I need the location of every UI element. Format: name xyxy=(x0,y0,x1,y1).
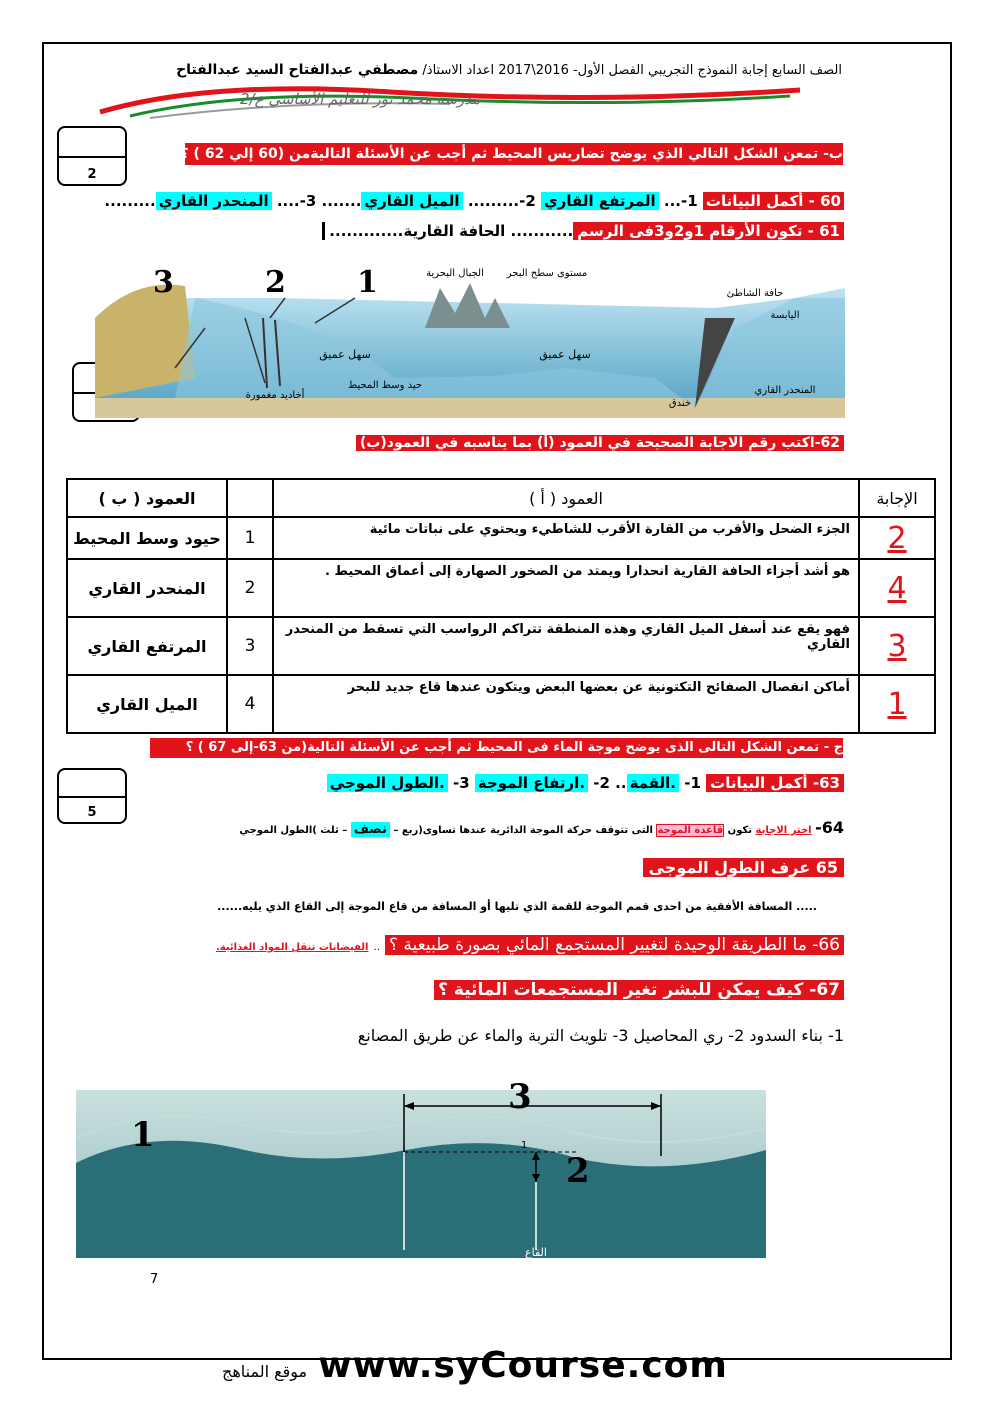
school-name: مدرسة محمد نور للتعليم الأساسي ع/2 xyxy=(240,90,481,108)
table-row xyxy=(67,675,935,733)
diagram1-number-2: 2 xyxy=(265,265,286,300)
header-line: الصف السابع إجابة النموذج التجريبي الفصل الأول- 2016\2017 اعداد الاستاذ/ مصطفي عبدالفتاح السيد عبدالفتاح xyxy=(176,62,842,78)
label-submerged-valleys: أخاديد مغمورة xyxy=(245,390,305,401)
wave-diagram xyxy=(76,1078,766,1258)
teacher-name: مصطفي عبدالفتاح السيد عبدالفتاح xyxy=(176,62,419,78)
index-cell: 4 xyxy=(227,675,273,733)
q64-row: 64- اختر الاجابة تكون قاعدة الموجة التى تتوقف حركة الموجة الدائرية عندها تساوى(ربع – نصف – ثلث )الطول الموجي xyxy=(239,818,844,837)
wave-number-3: 3 xyxy=(508,1078,532,1117)
header-col-b: العمود ( ب ) xyxy=(67,479,227,517)
desc-cell: أماكن انفصال الصفائح التكتونية عن بعضها البعض ويتكون عندها قاع جديد للبحر xyxy=(273,675,859,733)
q67-label: 67- كيف يمكن للبشر تغير المستجمعات المائية ؟ xyxy=(434,980,844,1000)
answer-cell: 1 xyxy=(859,675,935,733)
diagram1-number-1: 1 xyxy=(357,265,378,300)
desc-cell: فهو يقع عند أسفل الميل القاري وهذه المنطقة تتراكم الرواسب التي تسقط من المنحدر القاري xyxy=(273,617,859,675)
answer-cell: 4 xyxy=(859,559,935,617)
section-b-title: ب- تمعن الشكل التالي الذي يوضح تضاريس المحيط ثم أجب عن الأسئلة التاليةمن (60 إلي 62 ) ؟ xyxy=(185,143,843,165)
q60-row: 60 - أكمل البيانات 1-... المرتفع القاري 2-......... الميل القاري....... 3-.... المنحدر القاري......... xyxy=(104,192,844,210)
score-box-1: 2 xyxy=(57,126,127,186)
q65-label: 65 عرف الطول الموجى xyxy=(643,858,844,877)
index-cell: 1 xyxy=(227,517,273,559)
label-seamounts: الجبال البحرية xyxy=(426,268,484,279)
ocean-floor-diagram xyxy=(95,258,845,418)
term-cell: الميل القاري xyxy=(67,675,227,733)
term-cell: حيود وسط المحيط xyxy=(67,517,227,559)
label-deep-plain-right: سهل عميق xyxy=(539,348,591,361)
term-cell: المنحدر القاري xyxy=(67,559,227,617)
q67-answer: 1- بناء السدود 2- ري المحاصيل 3- تلويث التربة والماء عن طريق المصانع xyxy=(357,1026,844,1045)
wave-number-1: 1 xyxy=(131,1115,155,1155)
label-continental-slope: المنحدر القاري xyxy=(754,385,816,396)
index-cell: 3 xyxy=(227,617,273,675)
wave-bottom-label: القاع xyxy=(525,1246,547,1258)
score-box-3: 5 xyxy=(57,768,127,824)
table-row xyxy=(67,617,935,675)
label-deep-plain-left: سهل عميق xyxy=(319,348,371,361)
header-col-a: العمود ( أ ) xyxy=(273,479,859,517)
q61-row: 61 - تكون الأرقام 1و2و3فى الرسم........... الحافة القارية............. xyxy=(322,222,844,240)
label-mid-ocean-ridge: حيد وسط المحيط xyxy=(347,380,423,391)
page-number: 7 xyxy=(150,1272,159,1287)
header-blank xyxy=(227,479,273,517)
table-row xyxy=(67,517,935,559)
footer-arabic: موقع المناهج xyxy=(222,1362,308,1381)
diagram1-number-3: 3 xyxy=(153,265,174,300)
label-sea-level: مستوى سطح البحر xyxy=(506,268,588,279)
wave-small-1: 1 xyxy=(521,1140,528,1151)
answer-cell: 3 xyxy=(859,617,935,675)
index-cell: 2 xyxy=(227,559,273,617)
footer-site: www.syCourse.com xyxy=(318,1345,728,1386)
matching-table xyxy=(66,478,936,734)
table-row xyxy=(67,559,935,617)
q63-row: 63- أكمل البيانات 1- .القمة.. 2- .ارتفاع الموجة 3- .الطول الموجي xyxy=(327,774,844,792)
header-answer: الإجابة xyxy=(859,479,935,517)
answer-cell: 2 xyxy=(859,517,935,559)
label-shore-edge: حافة الشاطئ xyxy=(726,288,784,299)
q65-answer: ..... المسافة الأفقية من احدى قمم الموجة للقمة الذي تليها أو المسافة من قاع الموجة إلى القاع الذي يليه...... xyxy=(217,900,817,913)
q62-title: 62-اكتب رقم الاجابة الصحيحة في العمود (أ) بما يناسبه في العمود(ب) xyxy=(356,435,844,451)
label-land: اليابسة xyxy=(770,310,800,321)
q66-row: 66- ما الطريقة الوحيدة لتغيير المستجمع المائي بصورة طبيعية ؟ .. الفيضانات تنقل المواد الغذائية. xyxy=(216,935,844,955)
label-trench: خندق xyxy=(668,398,692,409)
footer xyxy=(222,1345,728,1386)
desc-cell: هو أشد أجزاء الحافة القارية انحدارا ويمتد من الصخور الصهارة إلى أعماق المحيط . xyxy=(273,559,859,617)
term-cell: المرتفع القاري xyxy=(67,617,227,675)
wave-number-2: 2 xyxy=(566,1151,590,1191)
desc-cell: الجزء الضحل والأقرب من القارة الأقرب للشاطيء ويحتوي على نباتات مائية xyxy=(273,517,859,559)
section-c-title: ج - تمعن الشكل التالى الذى يوضح موجة الماء فى المحيط ثم أجب عن الأسئلة التالية(من 63-إلى 67 ) ؟ xyxy=(150,738,843,758)
